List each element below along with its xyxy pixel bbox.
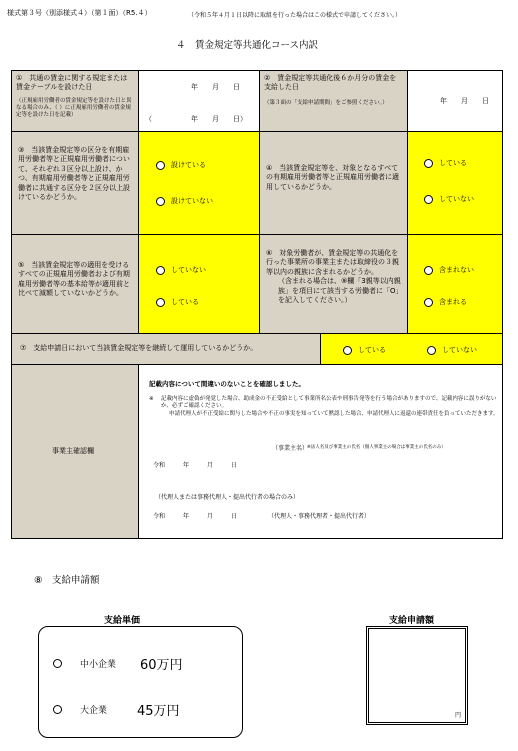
radio-icon[interactable] (53, 705, 62, 714)
agent-label: （代理人・事務代理者・提出代行者） (268, 513, 371, 520)
radio-icon[interactable] (424, 159, 433, 168)
q4-option-no-label: していない (439, 195, 474, 203)
employer-date[interactable]: 令和 年 月 日 (153, 462, 238, 469)
q4-options (407, 131, 503, 235)
q2-date[interactable]: 年 月 日 (440, 97, 489, 105)
radio-icon[interactable] (424, 195, 433, 204)
q4-label: ④ 当該賃金規定等を、対象となるすべての有期雇用労働者等と正規雇用労働者に適用しているかどうか。 (266, 164, 399, 191)
confirm-statement: 記載内容について間違いのないことを確認しました。 (149, 380, 305, 388)
q6-option-yes-label: 含まれる (439, 298, 467, 306)
q7-label-cell (11, 333, 321, 365)
header-note: （令和５年４月１日以降に取組を行った場合はこの様式で申請してください。） (188, 12, 402, 19)
note-mark: ※ (149, 396, 154, 402)
q2-date-cell[interactable] (407, 70, 503, 132)
q1-label: ① 共通の賃金に関する規定または賃金テーブルを設けた日 (16, 74, 128, 92)
page-title: ４ 賃金規定等共通化コース内訳 (176, 40, 319, 51)
q3-option-yes[interactable] (156, 160, 206, 170)
q1-date[interactable]: 年 月 日 (191, 83, 240, 91)
amount-box[interactable] (366, 626, 468, 725)
q4-option-no[interactable] (424, 194, 474, 204)
confirm-side-label: 事業主確認欄 (52, 447, 94, 455)
large-option[interactable] (53, 700, 180, 719)
amount-title: 支給申請額 (389, 616, 435, 626)
sme-option[interactable] (53, 654, 183, 673)
q6-label: ⑥ 対象労働者が、賃金規定等の共通化を行った事業所の事業主または取締役の３親等以内の親族に含まれるかどうか。 (266, 249, 399, 276)
q6-label2: （含まれる場合は、⑨欄「3親等以内親族」を項目にて該当する労働者に「O」を記入してください。） (278, 277, 403, 305)
confirm-box (138, 364, 503, 539)
q2-label-cell (259, 70, 408, 132)
q5-option-no[interactable] (156, 297, 199, 307)
employer-label: （事業主名） (272, 445, 309, 452)
q3-label: ③ 当該賃金規定等の区分を有期雇用労働者等と正規雇用労働者について、それぞれ３区分以上設け、かつ、有期雇用労働者等と正規雇用労働者に共通する区分を２区分以上設けているかどうか。 (18, 146, 130, 202)
confirm-note2: 申請代理人が不正受給に関与した場合や不正の事実を知っていて黙認した場合、申請代理人に返還の連帯責任を負っていただきます。 (169, 411, 499, 417)
section8-title: ⑧ 支給申請額 (34, 575, 100, 586)
q1-date2-open: （ (145, 115, 152, 123)
yen-unit: 円 (454, 712, 461, 719)
q6-option-yes[interactable] (424, 297, 467, 307)
large-amount: 45万円 (137, 704, 180, 719)
q7-option-no-label: していない (442, 346, 477, 354)
q7-label: ⑦ 支給申請日において当該賃金規定等を継続して運用しているかどうか。 (20, 344, 258, 352)
agent-date[interactable]: 令和 年 月 日 (153, 513, 238, 520)
q1-note: （正規雇用労働者の賃金規定等を設けた日と異なる場合のみ、（ ）に正規雇用労働者の賃金規定等を設けた日を記載） (16, 97, 132, 119)
q4-label-cell (259, 131, 408, 235)
q7-options (320, 333, 503, 365)
q5-option-no-label: している (171, 298, 199, 306)
q4-option-yes-label: している (439, 159, 467, 167)
q5-label-cell (11, 234, 139, 334)
unit-box (38, 626, 243, 738)
q5-option-yes-label: していない (171, 266, 206, 274)
sme-label: 中小企業 (80, 660, 117, 670)
radio-icon[interactable] (427, 346, 436, 355)
q6-label-cell (259, 234, 408, 334)
q6-options (407, 234, 503, 334)
q1-date-cell[interactable] (138, 70, 260, 132)
large-label: 大企業 (80, 706, 108, 716)
radio-icon[interactable] (424, 266, 433, 275)
q5-label: ⑤ 当該賃金規定等の適用を受けるすべての正規雇用労働者および有期雇用労働者等の基本給等が適用前と比べて減額していないかどうか。 (18, 261, 130, 298)
radio-icon[interactable] (156, 298, 165, 307)
radio-icon[interactable] (343, 346, 352, 355)
q6-option-no-label: 含まれない (439, 266, 474, 274)
form-number: 様式第３号（別添様式４）（第１面）（R5.４） (7, 9, 152, 17)
q3-option-no-label: 設けていない (171, 197, 213, 205)
radio-icon[interactable] (156, 197, 165, 206)
q3-option-no[interactable] (156, 196, 213, 206)
confirm-side-cell (11, 364, 139, 539)
radio-icon[interactable] (424, 298, 433, 307)
radio-icon[interactable] (156, 266, 165, 275)
sme-amount: 60万円 (140, 658, 183, 673)
q3-option-yes-label: 設けている (171, 161, 206, 169)
q7-option-yes-label: している (358, 346, 386, 354)
q2-label: ② 賃金規定等共通化後６か月分の賃金を支給した日 (264, 74, 397, 92)
employer-note: ※法人名及び事業主の氏名（個人事業主の場合は事業主の氏名のみ） (307, 445, 446, 450)
radio-icon[interactable] (156, 161, 165, 170)
agent-note: （代理人または事務代理人・提出代行者の場合のみ） (155, 494, 300, 501)
radio-icon[interactable] (53, 659, 62, 668)
q7-option-no[interactable] (427, 345, 477, 355)
confirm-note1: 記載内容に虚偽が発覚した場合、助成金の不正受給として事業所名公表や刑事告発等を行う場合がありますので、記載内容に誤りがないか、必ずご確認ください。 (161, 396, 497, 410)
q1-label-cell (11, 70, 139, 132)
q5-options (138, 234, 260, 334)
q5-option-yes[interactable] (156, 265, 206, 275)
q2-note: （第３面の「支給申請期間」をご参照ください。） (264, 99, 388, 106)
q6-option-no[interactable] (424, 265, 474, 275)
q3-label-cell (11, 131, 139, 235)
q4-option-yes[interactable] (424, 158, 467, 168)
q3-options (138, 131, 260, 235)
q7-option-yes[interactable] (343, 345, 386, 355)
unit-title: 支給単価 (104, 616, 141, 626)
q1-date2[interactable]: 年 月 日） (191, 115, 247, 123)
